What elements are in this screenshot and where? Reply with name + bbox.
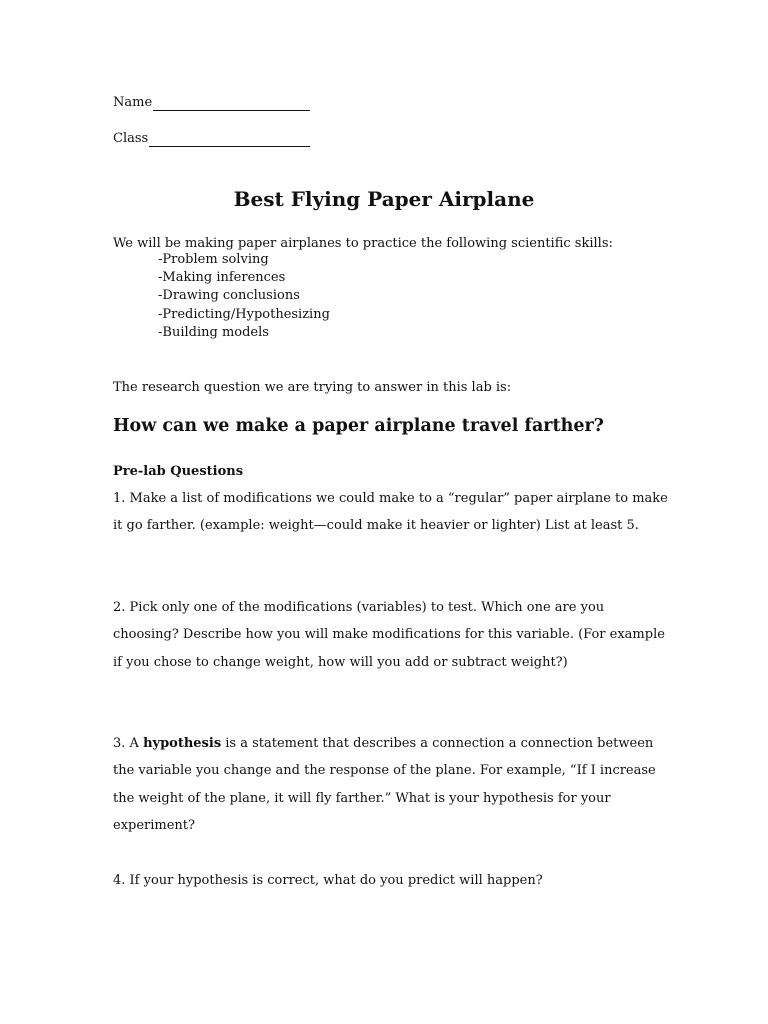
- name-label: Name: [113, 95, 153, 110]
- skill-item: -Predicting/Hypothesizing: [158, 306, 330, 322]
- worksheet-title: Best Flying Paper Airplane: [233, 187, 535, 211]
- skill-item: -Drawing conclusions: [158, 288, 300, 304]
- class-blank-line[interactable]: [149, 133, 310, 147]
- skill-item: -Making inferences: [158, 270, 286, 286]
- question-3-line-1-rest: is a statement that describes a connection a connection between: [221, 736, 654, 751]
- name-blank-line[interactable]: [153, 97, 310, 111]
- class-field: [113, 131, 310, 147]
- skill-item: -Problem solving: [158, 252, 269, 267]
- prelab-heading: Pre-lab Questions: [113, 464, 244, 479]
- skill-item: -Building models: [158, 324, 269, 340]
- question-2-line-2: choosing? Describe how you will make modifications for this variable. (For example: [113, 627, 665, 643]
- question-3-line-2: the variable you change and the response of the plane. For example, “If I increase: [113, 763, 656, 779]
- question-3-prefix: 3. A: [113, 736, 144, 751]
- question-2: [113, 594, 665, 676]
- question-1: [113, 485, 668, 540]
- question-4: [113, 867, 658, 894]
- skills-list: [158, 251, 330, 342]
- name-field: [113, 95, 310, 111]
- question-3: [113, 730, 658, 839]
- question-3-line-3: the weight of the plane, it will fly farther.” What is your hypothesis for your: [113, 790, 611, 806]
- class-label: Class: [113, 131, 149, 146]
- question-1-line-2: it go farther. (example: weight—could make it heavier or lighter) List at least 5.: [113, 518, 639, 534]
- hypothesis-term: hypothesis: [143, 736, 222, 751]
- question-3-line-1: [113, 730, 658, 757]
- question-2-line-3: if you chose to change weight, how will you add or subtract weight?): [113, 654, 568, 670]
- research-question: How can we make a paper airplane travel farther?: [113, 416, 604, 436]
- intro-text: We will be making paper airplanes to practice the following scientific skills:: [113, 236, 613, 251]
- research-intro: The research question we are trying to answer in this lab is:: [113, 380, 512, 395]
- question-1-line-1: 1. Make a list of modifications we could make to a “regular” paper airplane to make: [113, 491, 668, 506]
- question-3-line-4: experiment?: [113, 817, 195, 833]
- question-4-line-1: 4. If your hypothesis is correct, what do you predict will happen?: [113, 873, 543, 888]
- question-2-line-1: 2. Pick only one of the modifications (variables) to test. Which one are you: [113, 600, 605, 615]
